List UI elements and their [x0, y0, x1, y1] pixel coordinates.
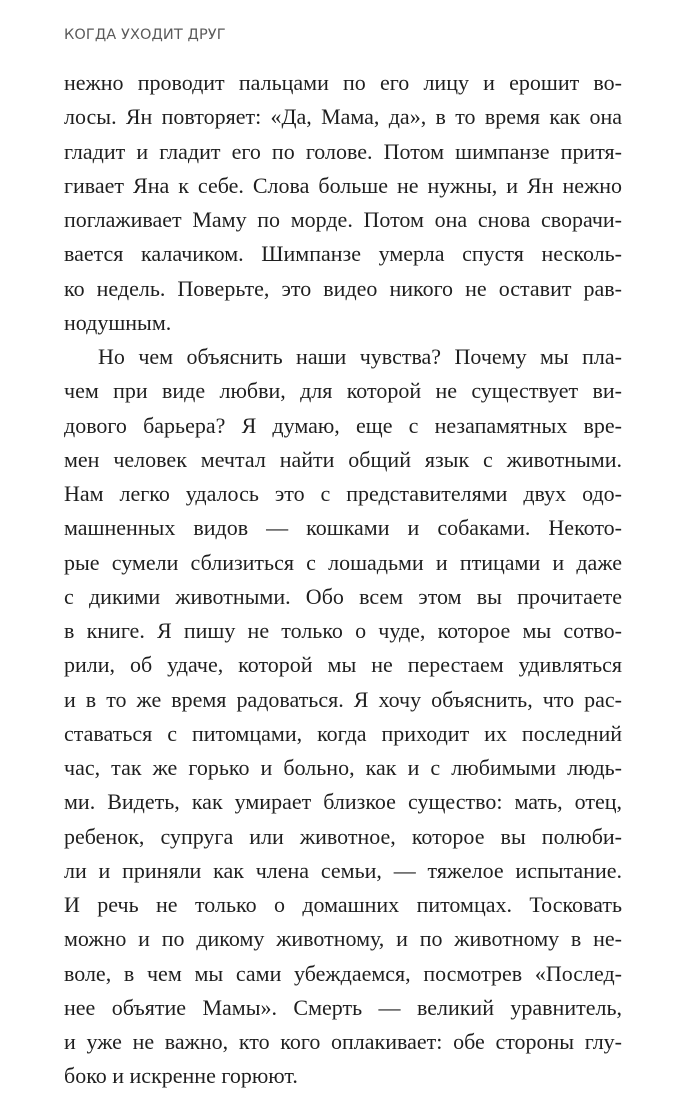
text-line: боко и искренне горюют. — [64, 1063, 298, 1089]
text-line: рые сумели сблизиться с лошадьми и птицами и даже — [64, 549, 622, 575]
text-line: гивает Яна к себе. Слова больше не нужны, и Ян нежно — [64, 172, 622, 198]
text-line: нежно проводит пальцами по его лицу и ерошит во- — [64, 70, 622, 95]
text-line: И речь не только о домашних питомцах. Тосковать — [64, 892, 622, 917]
text-line: в книге. Я пишу не только о чуде, которое мы сотво- — [64, 618, 622, 643]
text-line: час, так же горько и больно, как и с любимыми людь- — [64, 755, 622, 780]
text-line: нодушным. — [64, 309, 172, 335]
paragraph-1 — [64, 66, 622, 340]
text-line: ми. Видеть, как умирает близкое существо: мать, отец, — [64, 789, 622, 815]
text-line: лосы. Ян повторяет: «Да, Мама, да», в то время как она — [64, 104, 622, 130]
text-line: машненных видов — кошками и собаками. Некото- — [64, 515, 622, 541]
text-line: воле, в чем мы сами убеждаемся, посмотрев «Послед- — [64, 960, 622, 986]
text-line: дового барьера? Я думаю, еще с незапамятных вре- — [64, 412, 622, 438]
text-line: чем при виде любви, для которой не существует ви- — [64, 378, 622, 404]
paragraph-2 — [64, 340, 622, 1094]
running-head-title: КОГДА УХОДИТ ДРУГ — [64, 27, 226, 43]
page-body-text — [64, 66, 622, 1094]
text-line: ли и приняли как члена семьи, — тяжелое испытание. — [64, 857, 622, 883]
text-line: гладит и гладит его по голове. Потом шимпанзе притя- — [64, 138, 622, 164]
text-line: нее объятие Мамы». Смерть — великий уравнитель, — [64, 994, 622, 1020]
text-line: и уже не важно, кто кого оплакивает: обе стороны глу- — [64, 1029, 622, 1054]
text-line: с дикими животными. Обо всем этом вы прочитаете — [64, 583, 622, 609]
text-line: Нам легко удалось это с представителями двух одо- — [64, 481, 622, 506]
text-line: рили, об удаче, которой мы не перестаем удивляться — [64, 652, 622, 678]
text-line: поглаживает Маму по морде. Потом она снова сворачи- — [64, 207, 622, 232]
text-line: Но чем объяснить наши чувства? Почему мы пла- — [98, 344, 622, 369]
text-line: ребенок, супруга или животное, которое вы полюби- — [64, 823, 622, 849]
text-line: ко недель. Поверьте, это видео никого не оставит рав- — [64, 275, 622, 301]
text-line: и в то же время радоваться. Я хочу объяснить, что рас- — [64, 686, 622, 712]
text-line: вается калачиком. Шимпанзе умерла спустя несколь- — [64, 241, 622, 267]
text-line: мен человек мечтал найти общий язык с животными. — [64, 446, 622, 472]
text-line: можно и по дикому животному, и по животному в не- — [64, 926, 622, 952]
text-line: ставаться с питомцами, когда приходит их последний — [64, 720, 622, 746]
